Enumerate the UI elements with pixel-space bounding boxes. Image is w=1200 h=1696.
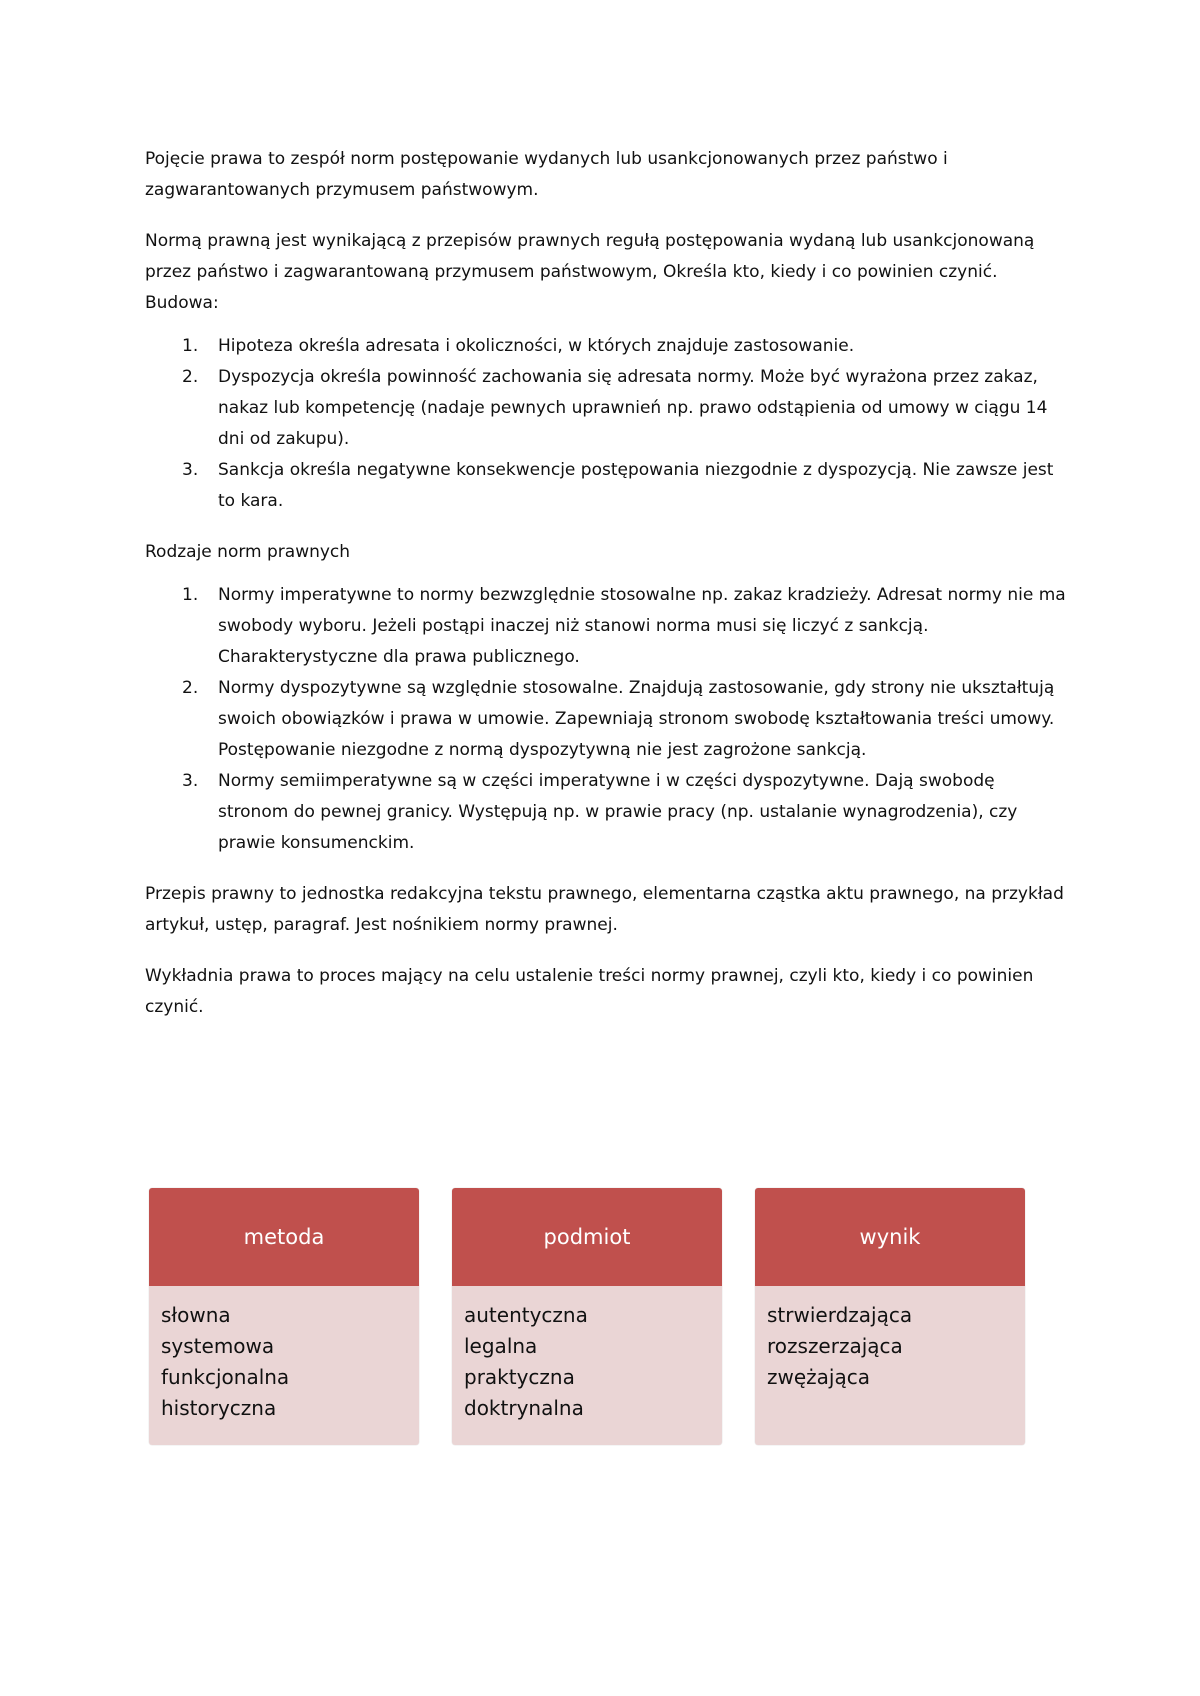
budowa-label: Budowa: bbox=[145, 293, 219, 313]
list-number: 1. bbox=[182, 336, 199, 356]
list-number: 3. bbox=[182, 771, 199, 791]
card-wynik bbox=[755, 1188, 1025, 1445]
card-title: metoda bbox=[149, 1188, 419, 1286]
card-title: podmiot bbox=[452, 1188, 722, 1286]
card-body bbox=[452, 1286, 722, 1445]
card-item: słowna bbox=[161, 1303, 231, 1327]
paragraph-wykladnia: Wykładnia prawa to proces mający na celu ustalenie treści normy prawnej, czyli kto, kiedy i co powinien czynić. bbox=[145, 966, 1034, 1017]
list-item bbox=[145, 331, 1070, 362]
card-item: autentyczna bbox=[464, 1303, 588, 1327]
wykladnia-diagram bbox=[149, 1188, 1029, 1446]
card-podmiot bbox=[452, 1188, 722, 1445]
card-item: funkcjonalna bbox=[161, 1365, 290, 1389]
card-item: strwierdzająca bbox=[767, 1303, 913, 1327]
list-item bbox=[145, 362, 1070, 455]
list-number: 2. bbox=[182, 367, 199, 387]
card-body bbox=[149, 1286, 419, 1445]
card-item: systemowa bbox=[161, 1334, 275, 1358]
list-item bbox=[145, 766, 1070, 859]
list-number: 3. bbox=[182, 460, 199, 480]
card-item: zwężająca bbox=[767, 1365, 870, 1389]
list-item-text: Normy imperatywne to normy bezwzględnie stosowalne np. zakaz kradzieży. Adresat normy nie ma swobody wyboru. Jeżeli postąpi inaczej niż stanowi norma musi się liczyć z sankcją. Charakterystyczne dla prawa publicznego. bbox=[218, 585, 1066, 667]
card-item: praktyczna bbox=[464, 1365, 575, 1389]
card-title: wynik bbox=[755, 1188, 1025, 1286]
paragraph-pojecie-prawa: Pojęcie prawa to zespół norm postępowanie wydanych lub usankcjonowanych przez państwo i zagwarantowanych przymusem państwowym. bbox=[145, 149, 948, 200]
list-item bbox=[145, 673, 1070, 766]
card-item: historyczna bbox=[161, 1396, 277, 1420]
list-item-text: Sankcja określa negatywne konsekwencje postępowania niezgodnie z dyspozycją. Nie zawsze jest to kara. bbox=[218, 460, 1054, 511]
list-number: 1. bbox=[182, 585, 199, 605]
list-item bbox=[145, 455, 1070, 517]
list-number: 2. bbox=[182, 678, 199, 698]
budowa-list bbox=[145, 331, 1070, 517]
card-item: legalna bbox=[464, 1334, 538, 1358]
card-body bbox=[755, 1286, 1025, 1445]
list-item-text: Hipoteza określa adresata i okoliczności, w których znajduje zastosowanie. bbox=[218, 336, 855, 356]
document-body bbox=[145, 144, 1070, 1043]
card-item: doktrynalna bbox=[464, 1396, 584, 1420]
rodzaje-list bbox=[145, 580, 1070, 859]
list-item-text: Normy semiimperatywne są w części imperatywne i w części dyspozytywne. Dają swobodę stronom do pewnej granicy. Występują np. w prawie pracy (np. ustalanie wynagrodzenia), czy prawie konsumenckim. bbox=[218, 771, 1018, 853]
paragraph-norma-prawna: Normą prawną jest wynikającą z przepisów prawnych regułą postępowania wydaną lub usankcjonowaną przez państwo i zagwarantowaną przymusem państwowym, Określa kto, kiedy i co powinien czynić. bbox=[145, 231, 1035, 282]
card-item: rozszerzająca bbox=[767, 1334, 903, 1358]
rodzaje-label: Rodzaje norm prawnych bbox=[145, 542, 351, 562]
paragraph-przepis-prawny: Przepis prawny to jednostka redakcyjna tekstu prawnego, elementarna cząstka aktu prawnego, na przykład artykuł, ustęp, paragraf. Jest nośnikiem normy prawnej. bbox=[145, 884, 1064, 935]
list-item-text: Dyspozycja określa powinność zachowania się adresata normy. Może być wyrażona przez zakaz, nakaz lub kompetencję (nadaje pewnych uprawnień np. prawo odstąpienia od umowy w ciągu 14 dni od zakupu). bbox=[218, 367, 1048, 449]
list-item bbox=[145, 580, 1070, 673]
list-item-text: Normy dyspozytywne są względnie stosowalne. Znajdują zastosowanie, gdy strony nie ukształtują swoich obowiązków i prawa w umowie. Zapewniają stronom swobodę kształtowania treści umowy. Postępowanie niezgodne z normą dyspozytywną nie jest zagrożone sankcją. bbox=[218, 678, 1055, 760]
card-metoda bbox=[149, 1188, 419, 1445]
